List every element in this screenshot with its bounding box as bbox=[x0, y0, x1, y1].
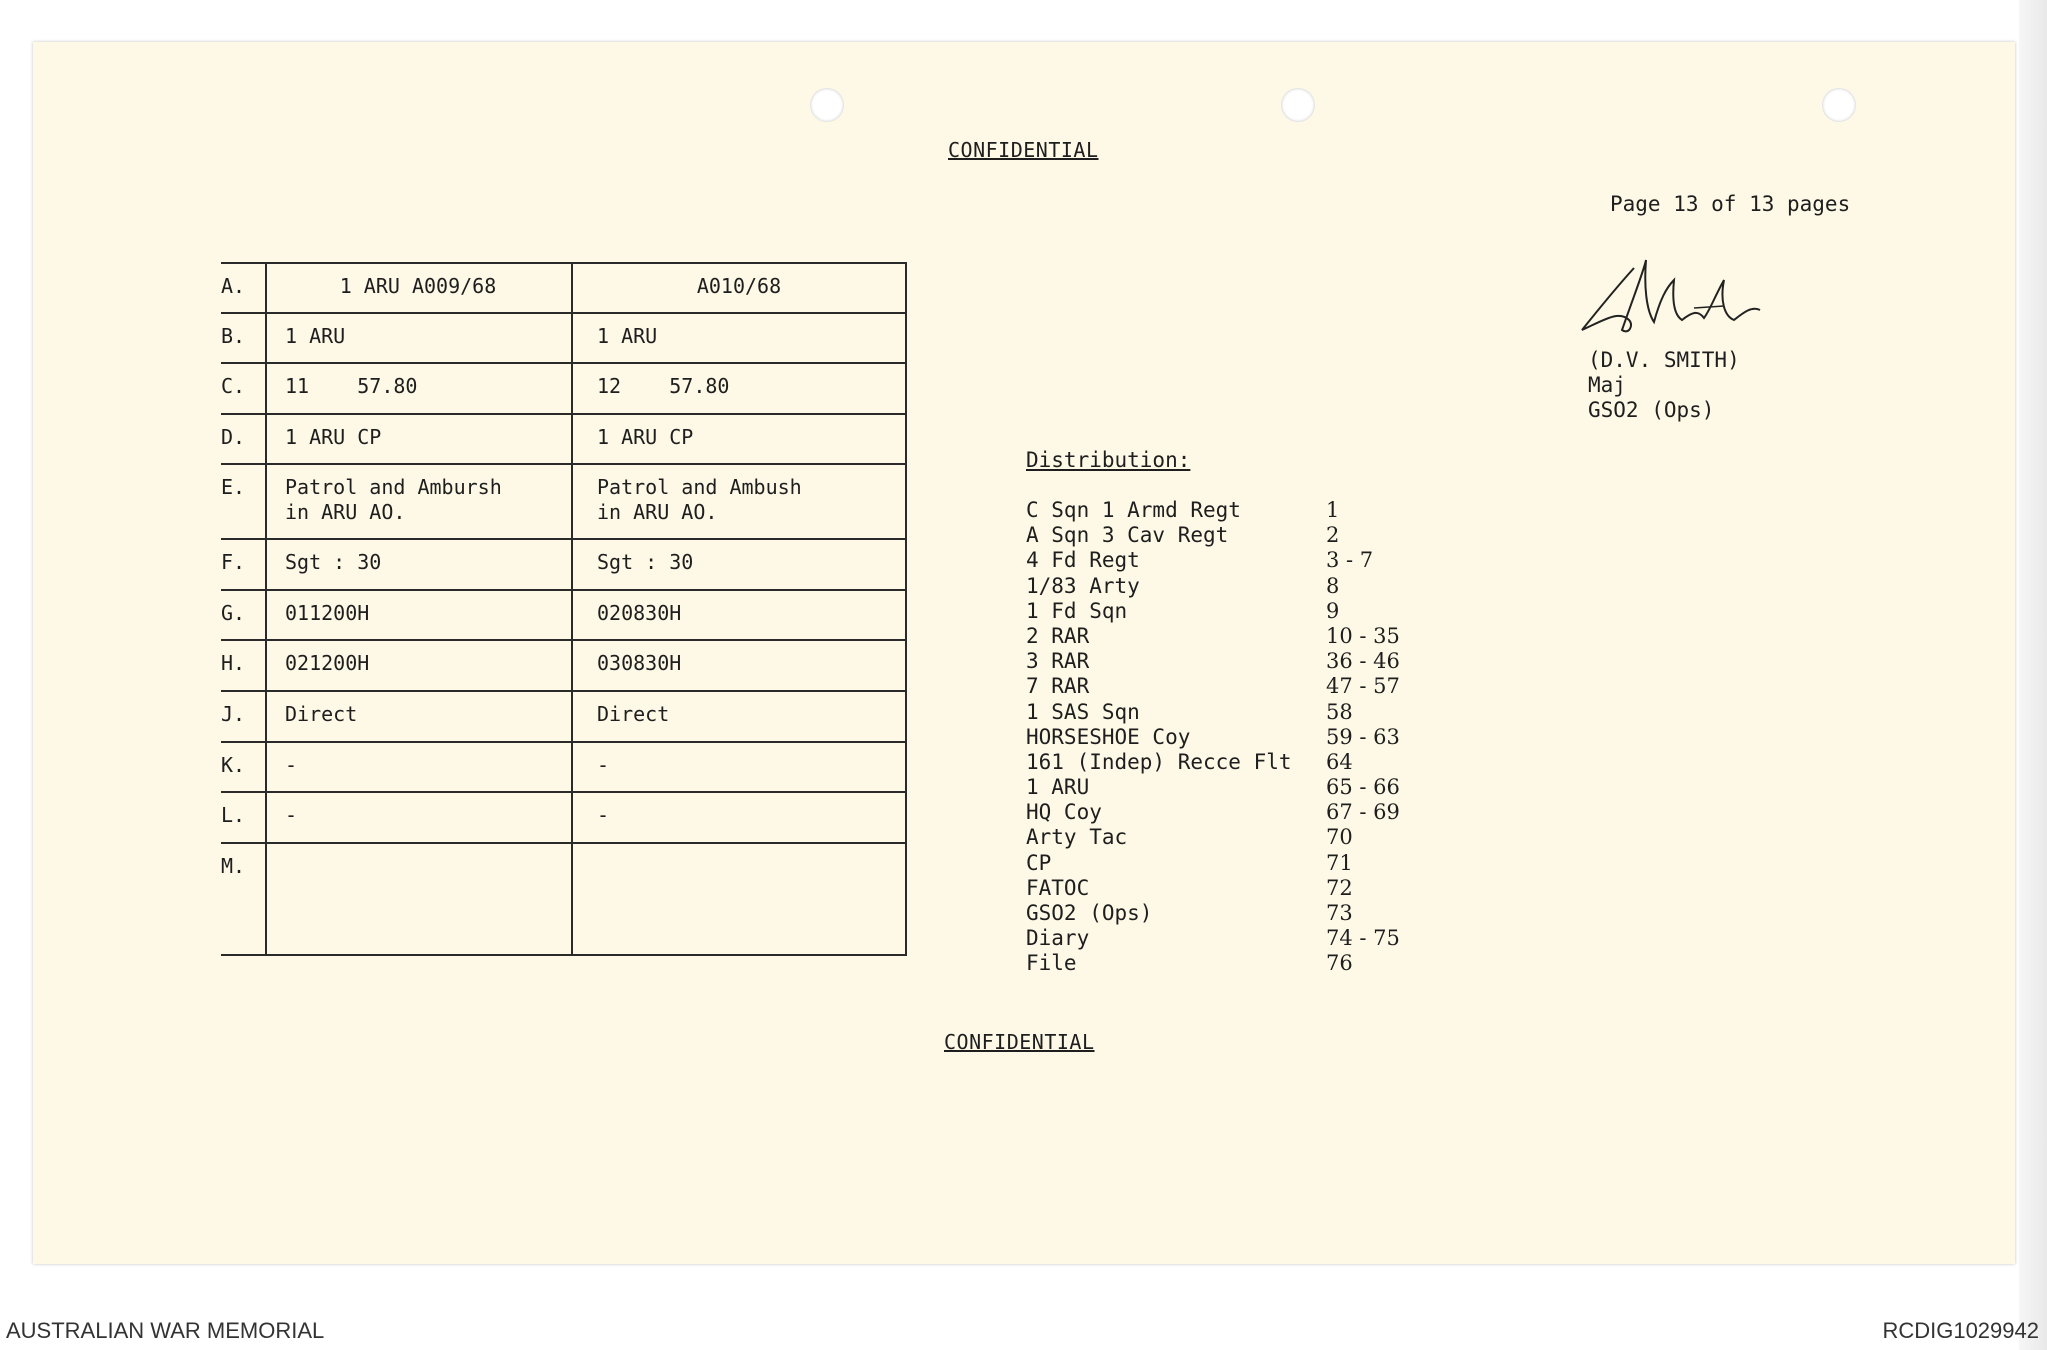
table-cell-serial-1: Sgt : 30 bbox=[285, 550, 382, 574]
table-rule bbox=[221, 312, 907, 314]
distribution-copies: 59 - 63 bbox=[1326, 724, 1400, 749]
table-row-letter: G. bbox=[221, 601, 246, 625]
table-rule bbox=[221, 690, 907, 692]
distribution-unit: CP bbox=[1026, 850, 1052, 875]
distribution-copies: 76 bbox=[1326, 951, 1353, 976]
table-rule bbox=[221, 791, 907, 793]
table-cell-serial-1: Direct bbox=[285, 702, 358, 726]
signer-appointment: GSO2 (Ops) bbox=[1588, 398, 1715, 422]
table-cell-serial-2: Direct bbox=[597, 702, 670, 726]
table-rule bbox=[221, 589, 907, 591]
table-cell-serial-1: 1 ARU A009/68 bbox=[339, 274, 497, 298]
table-cell-serial-1: 11 57.80 bbox=[285, 374, 418, 398]
distribution-copies: 2 bbox=[1326, 523, 1340, 548]
table-cell-serial-1: 021200H bbox=[285, 651, 370, 675]
table-rule bbox=[221, 413, 907, 415]
distribution-unit: 1/83 Arty bbox=[1026, 573, 1140, 598]
distribution-unit: GSO2 (Ops) bbox=[1026, 901, 1153, 925]
distribution-copies: 8 bbox=[1326, 573, 1340, 598]
punch-hole bbox=[1281, 88, 1315, 122]
table-row-letter: D. bbox=[221, 425, 246, 449]
table-cell-serial-2: 020830H bbox=[597, 601, 682, 625]
credit-right: RCDIG1029942 bbox=[1882, 1318, 2039, 1343]
distribution-copies: 36 - 46 bbox=[1326, 649, 1400, 674]
table-cell-serial-2: - bbox=[597, 753, 610, 777]
distribution-unit: 161 (Indep) Recce Flt bbox=[1026, 749, 1292, 774]
distribution-copies: 9 bbox=[1326, 598, 1340, 623]
table-column-rule bbox=[571, 262, 573, 954]
signature-block bbox=[1588, 348, 1740, 423]
distribution-unit: Diary bbox=[1026, 926, 1090, 951]
distribution-title: Distribution: bbox=[1026, 448, 1191, 472]
distribution-copies: 67 - 69 bbox=[1326, 800, 1400, 825]
table-cell-serial-2: 1 ARU CP bbox=[597, 425, 694, 449]
distribution-copies: 72 bbox=[1326, 875, 1353, 900]
distribution-copies: 73 bbox=[1326, 901, 1353, 925]
signature-mark bbox=[1574, 250, 1764, 345]
table-cell-serial-2: A010/68 bbox=[696, 274, 782, 298]
distribution-unit: C Sqn 1 Armd Regt bbox=[1026, 498, 1241, 522]
distribution-unit: HORSESHOE Coy bbox=[1026, 724, 1191, 749]
distribution-copies: 10 - 35 bbox=[1326, 623, 1400, 648]
distribution-unit: 3 RAR bbox=[1026, 649, 1090, 674]
table-rule bbox=[221, 954, 907, 956]
table-row-letter: F. bbox=[221, 550, 246, 574]
table-cell-serial-1: 1 ARU CP bbox=[285, 425, 382, 449]
table-cell-serial-1: - bbox=[285, 803, 298, 827]
table-row-letter: B. bbox=[221, 324, 246, 348]
table-row-letter: A. bbox=[221, 274, 246, 298]
table-row-letter: E. bbox=[221, 475, 246, 499]
signer-name: (D.V. SMITH) bbox=[1588, 348, 1740, 372]
table-cell-serial-1: - bbox=[285, 753, 298, 777]
table-cell-serial-1: 011200H bbox=[285, 601, 370, 625]
table-cell-serial-2: - bbox=[597, 803, 610, 827]
distribution-unit: 1 ARU bbox=[1026, 775, 1090, 800]
distribution-unit: Arty Tac bbox=[1026, 825, 1128, 850]
scan-edge bbox=[2019, 0, 2047, 1350]
distribution-copies: 58 bbox=[1326, 699, 1353, 724]
distribution-copies: 70 bbox=[1326, 825, 1353, 850]
table-column-rule bbox=[905, 262, 907, 954]
table-row-letter: C. bbox=[221, 374, 246, 398]
table-row-letter: H. bbox=[221, 651, 246, 675]
distribution-unit: HQ Coy bbox=[1026, 800, 1102, 825]
table-row-letter: L. bbox=[221, 803, 246, 827]
table-row-letter: K. bbox=[221, 753, 246, 777]
distribution-unit: 7 RAR bbox=[1026, 674, 1090, 699]
table-cell-serial-1: 1 ARU bbox=[285, 324, 346, 348]
table-cell-serial-2: 12 57.80 bbox=[597, 374, 730, 398]
table-rule bbox=[221, 639, 907, 641]
page-number: Page 13 of 13 pages bbox=[1610, 192, 1851, 216]
punch-hole bbox=[810, 88, 844, 122]
distribution-unit: 4 Fd Regt bbox=[1026, 548, 1140, 573]
distribution-unit: File bbox=[1026, 951, 1077, 976]
distribution-copies: 65 - 66 bbox=[1326, 775, 1400, 800]
table-column-rule bbox=[265, 262, 267, 954]
table-rule bbox=[221, 262, 907, 264]
table-cell-serial-2: 1 ARU bbox=[597, 324, 658, 348]
distribution-unit: 2 RAR bbox=[1026, 623, 1090, 648]
distribution-unit: A Sqn 3 Cav Regt bbox=[1026, 523, 1229, 548]
table-cell-serial-2: 030830H bbox=[597, 651, 682, 675]
punch-hole bbox=[1822, 88, 1856, 122]
distribution-copies: 64 bbox=[1326, 749, 1353, 774]
distribution-copies: 3 - 7 bbox=[1326, 548, 1374, 573]
footer-classification: CONFIDENTIAL bbox=[944, 1030, 1095, 1054]
distribution-copies: 74 - 75 bbox=[1326, 926, 1400, 951]
table-cell-serial-2: Patrol and Ambush in ARU AO. bbox=[597, 475, 802, 524]
table-rule bbox=[221, 463, 907, 465]
table-rule bbox=[221, 842, 907, 844]
distribution-copies: 47 - 57 bbox=[1326, 674, 1400, 699]
serial-table bbox=[221, 262, 907, 954]
table-rule bbox=[221, 538, 907, 540]
distribution-unit: FATOC bbox=[1026, 875, 1090, 900]
table-row-letter: J. bbox=[221, 702, 246, 726]
credit-left: AUSTRALIAN WAR MEMORIAL bbox=[6, 1318, 325, 1343]
table-row-letter: M. bbox=[221, 854, 246, 878]
distribution-unit: 1 SAS Sqn bbox=[1026, 699, 1140, 724]
table-cell-serial-2: Sgt : 30 bbox=[597, 550, 694, 574]
table-rule bbox=[221, 741, 907, 743]
distribution-copies: 1 bbox=[1326, 498, 1340, 522]
table-cell-serial-1: Patrol and Ambursh in ARU AO. bbox=[285, 475, 502, 524]
distribution-copies: 71 bbox=[1326, 850, 1353, 875]
header-classification: CONFIDENTIAL bbox=[948, 138, 1099, 162]
distribution-unit: 1 Fd Sqn bbox=[1026, 598, 1128, 623]
signer-rank: Maj bbox=[1588, 373, 1626, 397]
table-rule bbox=[221, 362, 907, 364]
